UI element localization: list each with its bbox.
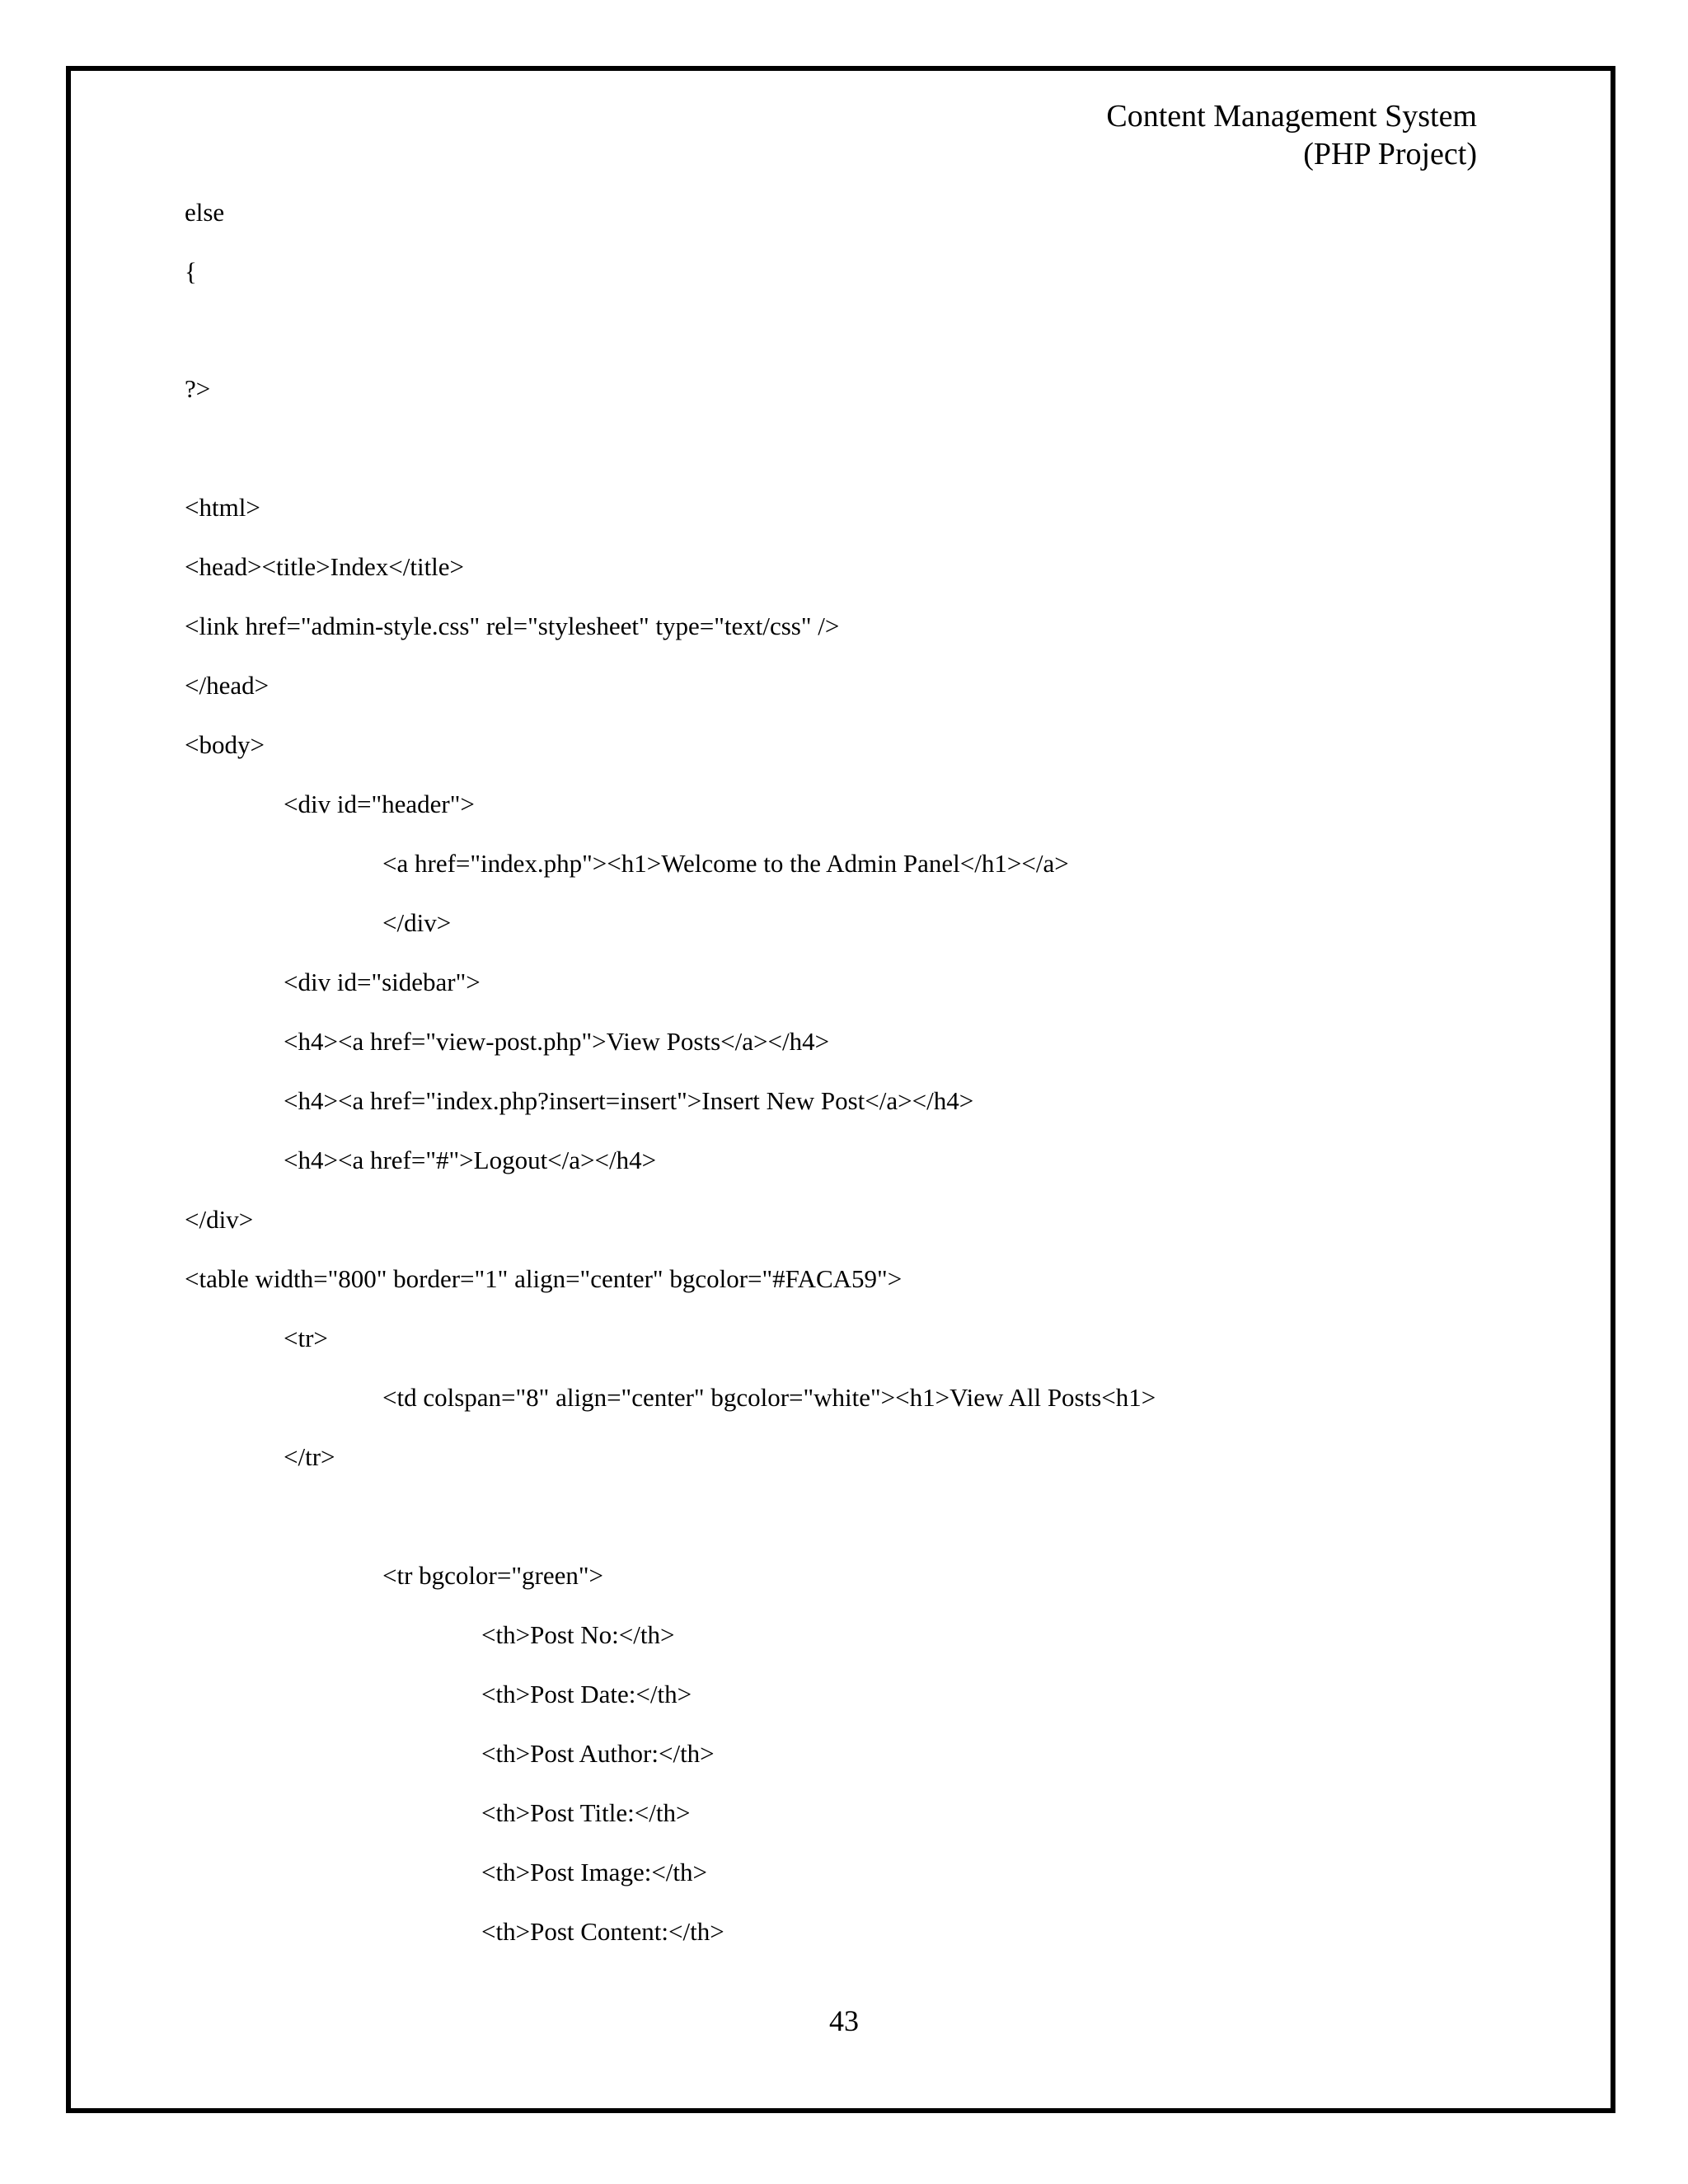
code-line-8: <body> — [185, 730, 265, 759]
document-header — [1106, 97, 1477, 173]
code-line-3: ?> — [185, 374, 211, 403]
code-line-26: <th>Post Image:</th> — [481, 1858, 708, 1886]
code-line-22: <th>Post No:</th> — [481, 1620, 675, 1649]
code-line-24: <th>Post Author:</th> — [481, 1739, 715, 1768]
code-line-27: <th>Post Content:</th> — [481, 1917, 724, 1946]
code-line-12: <div id="sidebar"> — [284, 968, 481, 996]
header-title-line1: Content Management System — [1106, 99, 1477, 134]
code-line-9: <div id="header"> — [284, 790, 475, 818]
code-line-2: { — [185, 257, 197, 286]
code-line-1: else — [185, 198, 225, 227]
code-line-16: </div> — [185, 1205, 254, 1234]
code-line-11: </div> — [382, 908, 452, 937]
code-line-17: <table width="800" border="1" align="center" bgcolor="#FACA59"> — [185, 1264, 903, 1293]
code-line-20: </tr> — [284, 1442, 335, 1471]
code-line-23: <th>Post Date:</th> — [481, 1680, 692, 1708]
code-line-13: <h4><a href="view-post.php">View Posts</a></h4> — [284, 1027, 830, 1056]
page-number: 43 — [829, 2004, 859, 2037]
code-line-5: <head><title>Index</title> — [185, 552, 465, 581]
code-line-25: <th>Post Title:</th> — [481, 1798, 691, 1827]
code-line-10: <a href="index.php"><h1>Welcome to the Admin Panel</h1></a> — [382, 849, 1069, 878]
code-line-14: <h4><a href="index.php?insert=insert">Insert New Post</a></h4> — [284, 1086, 974, 1115]
code-line-7: </head> — [185, 671, 270, 700]
code-line-21: <tr bgcolor="green"> — [382, 1561, 603, 1590]
code-line-6: <link href="admin-style.css" rel="stylesheet" type="text/css" /> — [185, 612, 840, 640]
code-line-4: <html> — [185, 493, 260, 522]
code-line-18: <tr> — [284, 1324, 328, 1352]
header-title-line2: (PHP Project) — [1303, 137, 1477, 171]
code-line-19: <td colspan="8" align="center" bgcolor="white"><h1>View All Posts<h1> — [382, 1383, 1156, 1412]
code-line-15: <h4><a href="#">Logout</a></h4> — [284, 1146, 657, 1174]
